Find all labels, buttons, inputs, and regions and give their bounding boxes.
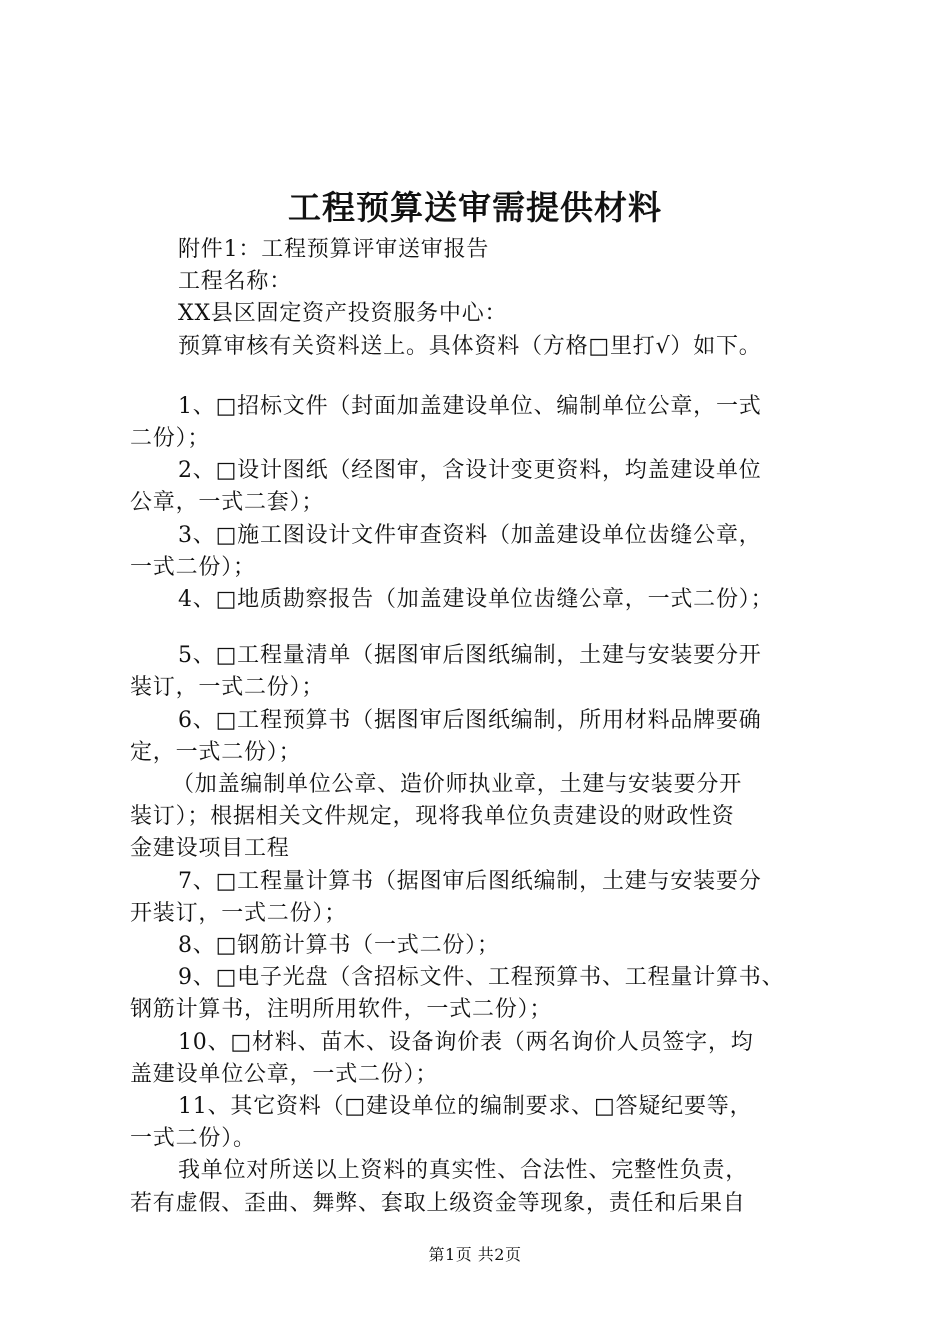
list-item-5-line1: 5、□工程量清单（据图审后图纸编制，土建与安装要分开 [178, 643, 762, 669]
list-item-9-line2: 钢筋计算书，注明所用软件，一式二份）； [130, 997, 553, 1023]
closing-line2: 若有虚假、歪曲、舞弊、套取上级资金等现象，责任和后果自 [130, 1190, 746, 1216]
list-item-1-line2: 二份）； [130, 426, 211, 452]
list-item-5-line2: 装订，一式二份）； [130, 675, 325, 701]
spacer [130, 363, 850, 391]
closing-line1: 我单位对所送以上资料的真实性、合法性、完整性负责， [178, 1158, 749, 1184]
project-name-line: 工程名称： [178, 269, 293, 295]
list-item-11-line1: 11、其它资料（□建设单位的编制要求、□答疑纪要等， [178, 1094, 753, 1120]
spacer [130, 616, 850, 640]
list-item-1-line1: 1、□招标文件（封面加盖建设单位、编制单位公章，一式 [178, 393, 762, 419]
page-footer: 第1页 共2页 [428, 1245, 522, 1264]
note-line2: 装订）；根据相关文件规定，现将我单位负责建设的财政性资 [130, 804, 735, 830]
list-item-10-line2: 盖建设单位公章，一式二份）； [130, 1061, 439, 1087]
attachment-line: 附件1：工程预算评审送审报告 [178, 237, 490, 262]
list-item-7-line1: 7、□工程量计算书（据图审后图纸编制，土建与安装要分 [178, 868, 762, 894]
list-item-8-line1: 8、□钢筋计算书（一式二份）； [178, 933, 500, 959]
list-item-9-line1: 9、□电子光盘（含招标文件、工程预算书、工程量计算书、 [178, 965, 785, 991]
list-item-6-line2: 定，一式二份）； [130, 739, 302, 765]
list-item-11-line2: 一式二份）。 [130, 1126, 256, 1152]
list-item-2-line2: 公章，一式二套）； [130, 490, 325, 516]
recipient-line: XX县区固定资产投资服务中心： [178, 301, 508, 327]
list-item-3-line1: 3、□施工图设计文件审查资料（加盖建设单位齿缝公章， [178, 522, 762, 548]
note-line3: 金建设项目工程 [130, 836, 290, 862]
note-line1: （加盖编制单位公章、造价师执业章，土建与安装要分开 [172, 772, 743, 798]
list-item-4-line1: 4、□地质勘察报告（加盖建设单位齿缝公章，一式二份）； [178, 587, 774, 613]
list-item-3-line2: 一式二份）； [130, 554, 256, 580]
list-item-10-line1: 10、□材料、苗木、设备询价表（两名询价人员签字，均 [178, 1029, 754, 1055]
statement-line: 预算审核有关资料送上。具体资料（方格□里打√）如下。 [178, 333, 762, 359]
list-item-6-line1: 6、□工程预算书（据图审后图纸编制，所用材料品牌要确 [178, 707, 762, 733]
list-item-2-line1: 2、□设计图纸（经图审，含设计变更资料，均盖建设单位 [178, 458, 762, 484]
document-title: 工程预算送审需提供材料 [288, 188, 662, 227]
document-body [130, 234, 850, 1220]
list-item-7-line2: 开装订，一式二份）； [130, 900, 348, 926]
